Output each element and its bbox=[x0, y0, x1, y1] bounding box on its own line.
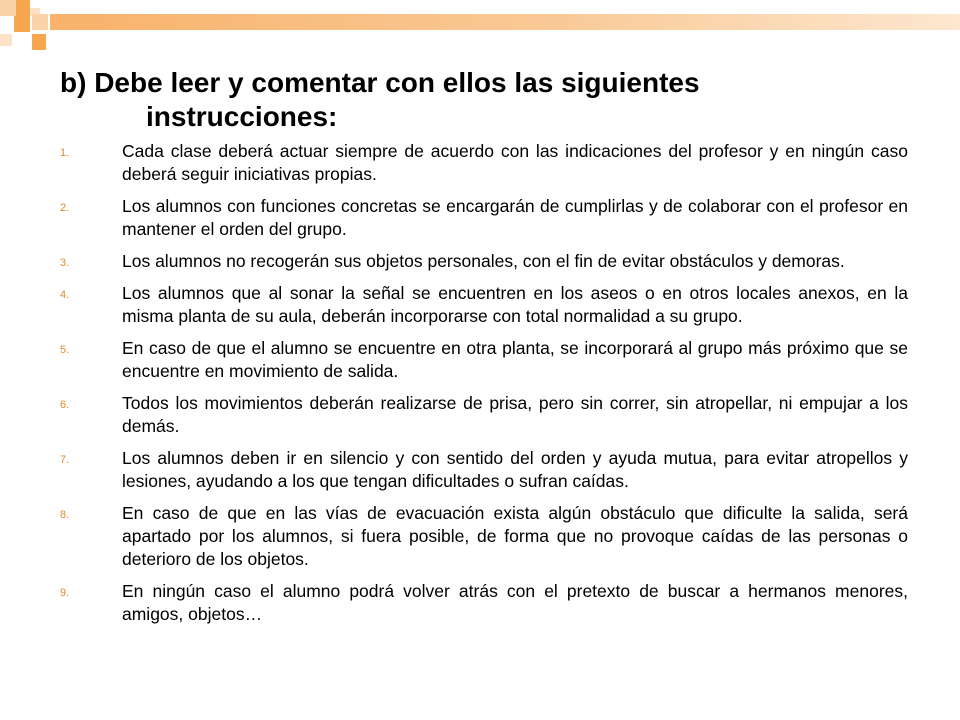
item-text: En caso de que en las vías de evacuación exista algún obstáculo que dificulte la salida, será apartado por los alumnos, si fuera posible, de forma que no provoque caídas de las personas o deterioro de los objetos. bbox=[122, 503, 908, 569]
slide-title bbox=[60, 66, 920, 134]
list-item bbox=[60, 250, 908, 273]
item-number: 7. bbox=[60, 454, 70, 466]
item-text: Los alumnos deben ir en silencio y con sentido del orden y ayuda mutua, para evitar atropellos y lesiones, ayudando a los que tengan dificultades o sufran caídas. bbox=[122, 448, 908, 491]
item-number: 2. bbox=[60, 202, 70, 214]
item-text: En caso de que el alumno se encuentre en otra planta, se incorporará al grupo más próximo que se encuentre en movimiento de salida. bbox=[122, 338, 908, 381]
list-item bbox=[60, 140, 908, 186]
list-item bbox=[60, 580, 908, 626]
list-item bbox=[60, 502, 908, 571]
list-item bbox=[60, 392, 908, 438]
item-text: Los alumnos con funciones concretas se encargarán de cumplirlas y de colaborar con el profesor en mantener el orden del grupo. bbox=[122, 196, 908, 239]
decorative-square bbox=[32, 14, 48, 30]
list-item bbox=[60, 195, 908, 241]
decorative-square bbox=[0, 0, 16, 16]
item-number: 9. bbox=[60, 587, 70, 599]
list-item bbox=[60, 337, 908, 383]
item-text: Cada clase deberá actuar siempre de acuerdo con las indicaciones del profesor y en ningún caso deberá seguir iniciativas propias. bbox=[122, 141, 908, 184]
item-number: 6. bbox=[60, 399, 70, 411]
list-item bbox=[60, 282, 908, 328]
decorative-square bbox=[32, 34, 46, 50]
decorative-gradient-bar bbox=[50, 14, 960, 30]
decorative-square bbox=[14, 16, 30, 32]
item-number: 4. bbox=[60, 289, 70, 301]
item-number: 3. bbox=[60, 257, 70, 269]
decorative-square bbox=[16, 0, 30, 16]
item-number: 1. bbox=[60, 147, 70, 159]
item-text: Todos los movimientos deberán realizarse de prisa, pero sin correr, sin atropellar, ni empujar a los demás. bbox=[122, 393, 908, 436]
item-number: 8. bbox=[60, 509, 70, 521]
list-item bbox=[60, 447, 908, 493]
item-number: 5. bbox=[60, 344, 70, 356]
decorative-square bbox=[0, 34, 12, 46]
instructions-list bbox=[60, 140, 908, 635]
slide-title-line2: instrucciones: bbox=[146, 101, 338, 132]
item-text: En ningún caso el alumno podrá volver atrás con el pretexto de buscar a hermanos menores, amigos, objetos… bbox=[122, 581, 908, 624]
item-text: Los alumnos que al sonar la señal se encuentren en los aseos o en otros locales anexos, en la misma planta de su aula, deberán incorporarse con total normalidad a su grupo. bbox=[122, 283, 908, 326]
decorative-header-pattern bbox=[0, 0, 960, 60]
item-text: Los alumnos no recogerán sus objetos personales, con el fin de evitar obstáculos y demoras. bbox=[122, 251, 845, 271]
slide-title-line1: b) Debe leer y comentar con ellos las siguientes bbox=[60, 67, 700, 98]
